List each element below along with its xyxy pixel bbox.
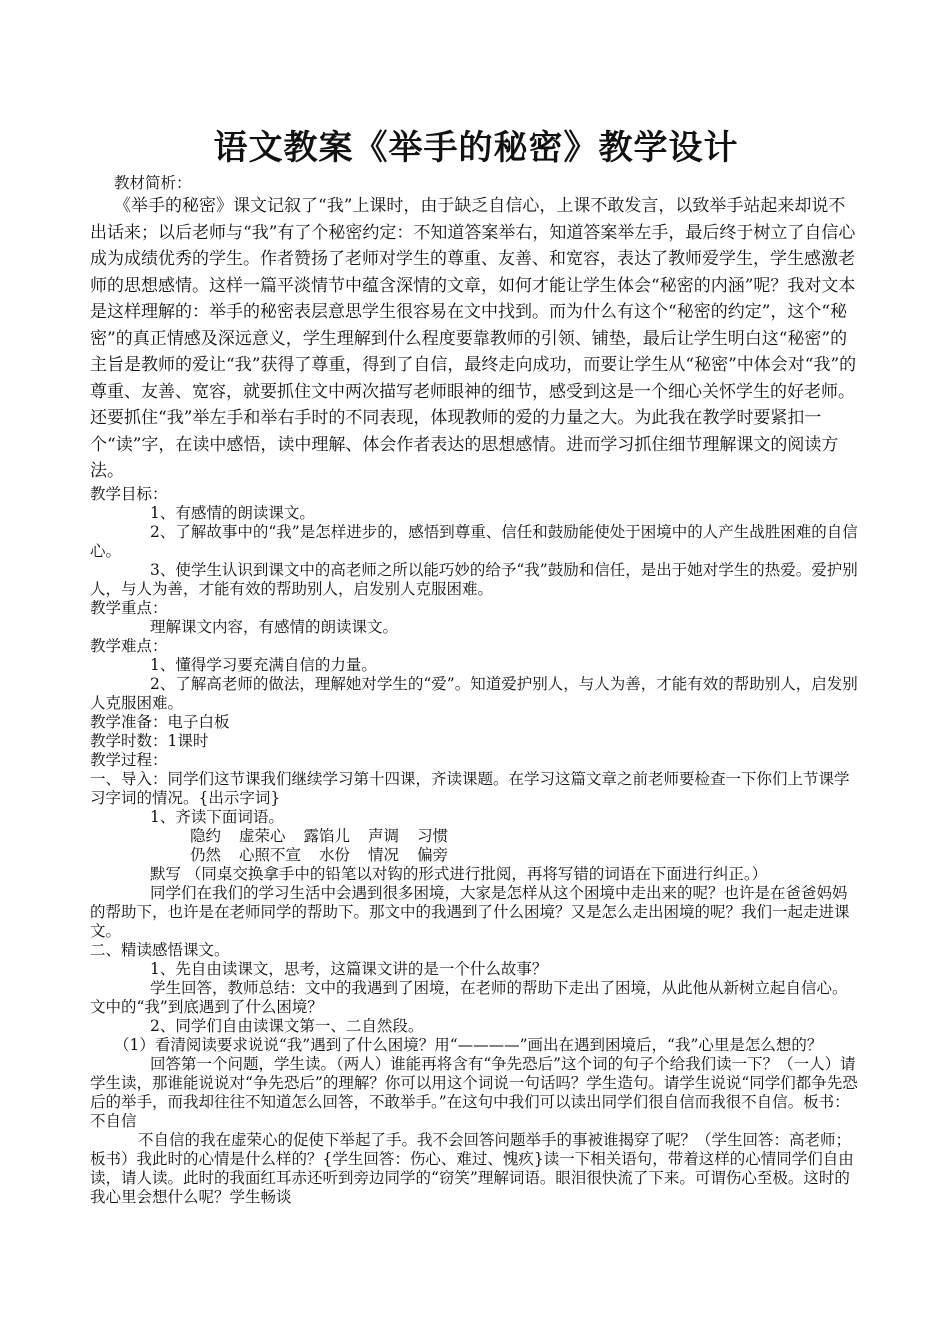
word-list-row-2 [90, 846, 862, 865]
class-hours-text: 教学时数：1课时 [90, 731, 209, 750]
word-item: 习惯 [417, 826, 449, 845]
analysis-paragraph: 《举手的秘密》课文记叙了“我”上课时，由于缺乏自信心，上课不敢发言，以致举手站起来却说不出话来；以后老师与“我”有了个秘密约定：不知道答案举右，知道答案举左手，最后终于树立了自信心成为成绩优秀的学生。作者赞扬了老师对学生的尊重、友善、和宽容，表达了教师爱学生，学生感激老师的思想感情。这样一篇平淡情节中蕴含深情的文章，如何才能让学生体会“秘密的内涵”呢？我对文本是这样理解的：举手的秘密表层意思学生很容易在文中找到。而为什么有这个“秘密的约定”，这个“秘密”的真正情感及深远意义，学生理解到什么程度要靠教师的引领、铺垫，最后让学生明白这“秘密”的主旨是教师的爱让“我”获得了尊重，得到了自信，最终走向成功，而要让学生从“秘密”中体会对“我”的尊重、友善、宽容，就要抓住文中两次描写老师眼神的细节，感受到这是一个细心关怀学生的好老师。还要抓住“我”举左手和举右手时的不同表现，体现教师的爱的力量之大。为此我在教学时要紧扣一个“读”字，在读中感悟，读中理解、体会作者表达的思想感情。进而学习抓住细节理解课文的阅读方法。 [90, 196, 857, 481]
difficulty-label: 教学难点： [90, 636, 168, 655]
word-item: 情况 [368, 845, 400, 864]
step-2-paragraph-2: 不自信的我在虚荣心的促使下举起了手。我不会回答问题举手的事被谁揭穿了呢？（学生回答：高老师；板书）我此时的心情是什么样的？{学生回答：伤心、难过、愧疚}读一下相关语句，带着这样的心情同学们自由读，请人读。此时的我面红耳赤还听到旁边同学的“窃笑”理解词语。眼泪很快流了下来。可谓伤心至极。这时的我心里会想什么呢？学生畅谈 [90, 1130, 854, 1206]
word-item: 心照不宣 [239, 845, 302, 864]
key-point-text: 理解课文内容，有感情的朗读课文。 [150, 617, 399, 636]
document-title: 语文教案《举手的秘密》教学设计 [213, 128, 739, 168]
word-item: 仍然 [190, 845, 222, 864]
analysis-label: 教材简析： [114, 174, 192, 192]
word-item: 露馅儿 [303, 826, 351, 845]
word-item: 虚荣心 [239, 826, 286, 845]
goals-label: 教学目标： [90, 484, 168, 503]
process-label: 教学过程： [90, 750, 168, 769]
word-item: 隐约 [190, 826, 222, 845]
step-1-text: 1、先自由读课文，思考，这篇课文讲的是一个什么故事？ [150, 959, 548, 978]
read-words-instruction: 1、齐读下面词语。 [150, 807, 284, 826]
word-item: 偏旁 [417, 845, 449, 864]
intro-paragraph: 一、导入：同学们这节课我们继续学习第十四课，齐读课题。在学习这篇文章之前老师要检查一下你们上节课学习字词的情况。{出示字词} [90, 769, 850, 807]
difficulty-item-2: 2、了解高老师的做法，理解她对学生的“爱”。知道爱护别人，与人为善，才能有效的帮助别人，启发别人克服困难。 [90, 674, 858, 712]
preparation-text: 教学准备：电子白板 [90, 712, 230, 731]
step-2-question: （1）看清阅读要求说说“我”遇到了什么困境？用“————”画出在遇到困境后，“我”心里是怎么想的？ [114, 1035, 823, 1054]
step-1-answer: 学生回答，教师总结：文中的我遇到了困境，在老师的帮助下走出了困境，从此他从新树立起自信心。文中的“我”到底遇到了什么困境？ [90, 978, 848, 1016]
section-2-heading: 二、精读感悟课文。 [90, 940, 230, 959]
key-point-label: 教学重点： [90, 598, 168, 617]
dictation-paragraph: 默写 （同桌交换拿手中的铅笔以对钩的形式进行批阅，再将写错的词语在下面进行纠正。） [150, 864, 768, 883]
word-item: 水份 [319, 845, 351, 864]
difficulty-item-1: 1、懂得学习要充满自信的力量。 [150, 655, 377, 674]
word-list-row-1 [90, 827, 862, 846]
goal-item-3: 3、使学生认识到课文中的高老师之所以能巧妙的给予“我”鼓励和信任，是出于她对学生的热爱。爱护别人，与人为善，才能有效的帮助别人，启发别人克服困难。 [90, 560, 858, 598]
step-2-text: 2、同学们自由读课文第一、二自然段。 [150, 1016, 424, 1035]
goal-item-2: 2、了解故事中的“我”是怎样进步的，感悟到尊重、信任和鼓励能使处于困境中的人产生战胜困难的自信心。 [90, 522, 858, 560]
goal-item-1: 1、有感情的朗读课文。 [150, 503, 315, 522]
document-page [90, 126, 862, 1207]
transition-paragraph: 同学们在我们的学习生活中会遇到很多困境，大家是怎样从这个困境中走出来的呢？也许是在爸爸妈妈的帮助下，也许是在老师同学的帮助下。那文中的我遇到了什么困境？又是怎么走出困境的呢？我们一起走进课文。 [90, 883, 850, 940]
step-2-paragraph-1: 回答第一个问题，学生读。（两人）谁能再将含有“争先恐后”这个词的句子个给我们读一下？（一人）请学生读，那谁能说说对“争先恐后”的理解？你可以用这个词说一句话吗？学生造句。请学生说说“同学们都争先恐后的举手，而我却往往不知道怎么回答，不敢举手。”在这句中我们可以读出同学们很自信而我很不自信。板书：不自信 [90, 1054, 858, 1130]
word-item: 声调 [368, 826, 400, 845]
